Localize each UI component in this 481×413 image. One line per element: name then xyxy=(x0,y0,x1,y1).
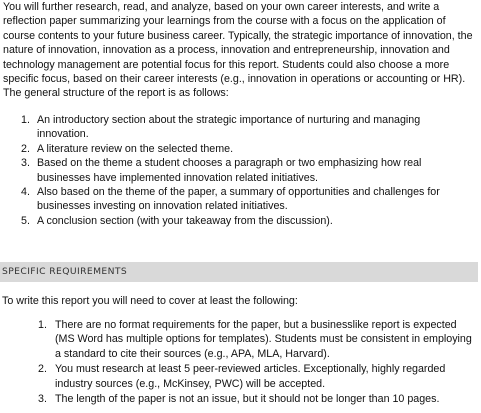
structure-item-5 xyxy=(0,214,455,228)
list-item-text: A literature review on the selected theme. xyxy=(37,142,234,155)
list-item-text: Based on the theme a student chooses a paragraph or two emphasizing how real businesses have implemented innovation related initiatives. xyxy=(37,157,422,184)
list-item-text: Also based on the theme of the paper, a summary of opportunities and challenges for businesses investing on innovation related initiatives. xyxy=(37,186,440,213)
list-item-text: The length of the paper is not an issue, but it should not be longer than 10 pages. xyxy=(55,393,440,406)
structure-item-2 xyxy=(0,142,455,156)
structure-item-1 xyxy=(0,113,455,142)
list-number: 2. xyxy=(21,142,30,155)
requirement-item-1 xyxy=(0,318,475,361)
list-item-text: There are no format requirements for the paper, but a businesslike report is expected (MS Word has multiple options for templates). Students must be consistent in employing a standard to cite their sources (e.g., APA, MLA, Harvard). xyxy=(55,319,472,360)
list-number: 5. xyxy=(21,214,30,227)
list-number: 3. xyxy=(21,157,30,170)
list-item-text: You must research at least 5 peer-reviewed articles. Exceptionally, highly regarded industry sources (e.g., McKinsey, PWC) will be accepted. xyxy=(55,363,446,390)
section-heading-bar xyxy=(0,262,478,282)
list-number: 4. xyxy=(21,186,30,199)
requirement-item-3 xyxy=(0,392,475,406)
report-structure-list xyxy=(0,113,481,228)
list-number: 1. xyxy=(21,114,30,126)
requirements-intro: To write this report you will need to cover at least the following: xyxy=(2,295,298,307)
intro-paragraph: You will further research, read, and analyze, based on your own career interests, and write a reflection paper summarizing your learnings from the course with a focus on the application of course contents to your future business career. Typically, the strategic importance of innovation, the nature of innovation, innovation as a process, innovation and entrepreneurship, innovation and technology management are potential focus for this report. Students could also choose a more specific focus, based on their career interests (e.g., innovation in operations or accounting or HR). The general structure of the report is as follows: xyxy=(3,1,473,100)
section-heading: SPECIFIC REQUIREMENTS xyxy=(2,266,128,277)
structure-item-3 xyxy=(0,156,455,185)
list-number: 2. xyxy=(38,363,47,376)
list-number: 3. xyxy=(38,393,47,406)
requirements-list xyxy=(0,318,481,407)
list-item-text: An introductory section about the strategic importance of nurturing and managing innovation. xyxy=(37,114,421,141)
requirement-item-2 xyxy=(0,362,475,391)
list-item-text: A conclusion section (with your takeaway from the discussion). xyxy=(37,214,333,227)
list-number: 1. xyxy=(38,319,47,331)
structure-item-4 xyxy=(0,185,455,214)
